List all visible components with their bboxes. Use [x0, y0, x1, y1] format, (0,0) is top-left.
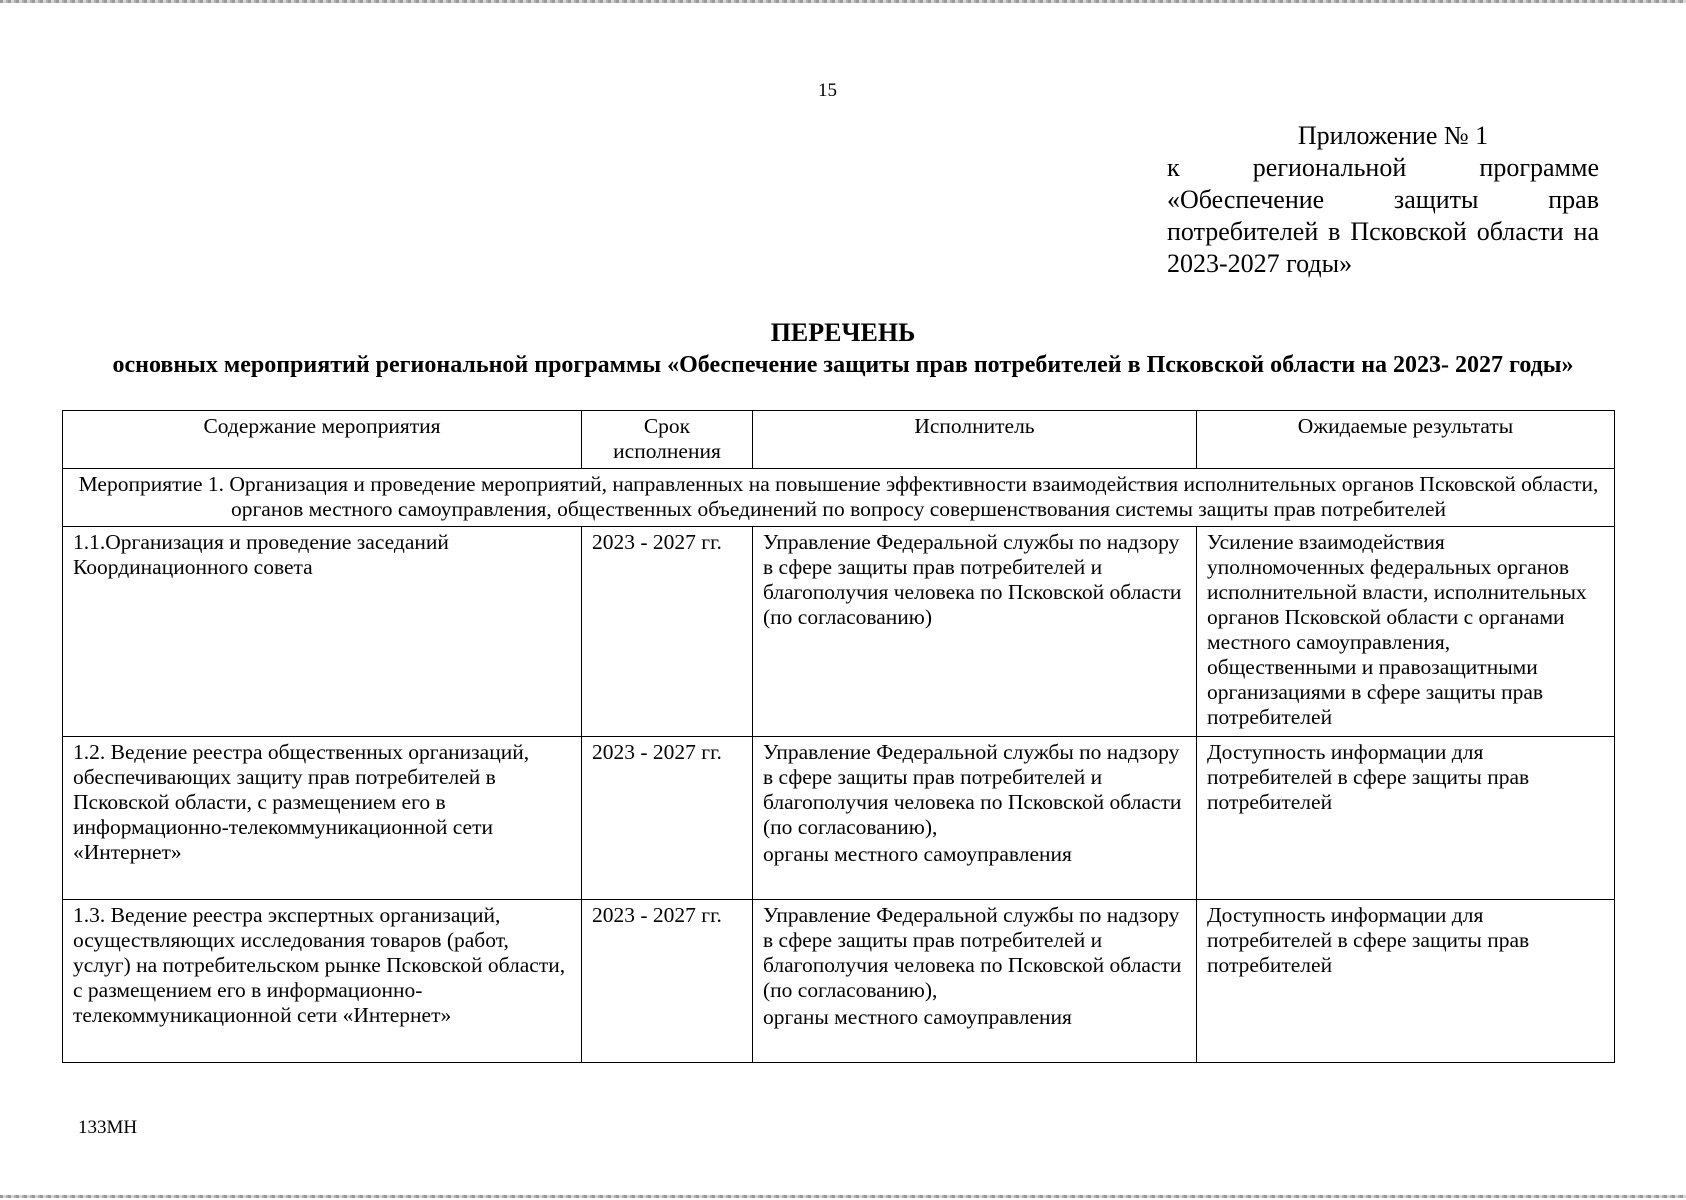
table-row — [63, 900, 1615, 1063]
heading-subtitle: основных мероприятий региональной программы «Обеспечение защиты прав потребителей в Псковской области на 2023- 2027 годы» — [112, 352, 1574, 378]
row-executor: Управление Федеральной службы по надзору в сфере защиты прав потребителей и благополучия человека по Псковской области (по согласованию), — [763, 903, 1182, 1002]
column-header-results: Ожидаемые результаты — [1197, 411, 1615, 469]
column-header-content: Содержание мероприятия — [63, 411, 582, 469]
row-result: Доступность информации для потребителей в сфере защиты прав потребителей — [1197, 737, 1615, 900]
measures-table — [62, 410, 1615, 1063]
row-executor: Управление Федеральной службы по надзору в сфере защиты прав потребителей и благополучия человека по Псковской области (по согласованию), — [763, 740, 1182, 839]
appendix-note — [1167, 120, 1599, 280]
footer-code: 133МН — [78, 1117, 138, 1138]
row-term: 2023 - 2027 гг. — [582, 737, 753, 900]
table-row — [63, 527, 1615, 737]
row-result: Доступность информации для потребителей в сфере защиты прав потребителей — [1197, 900, 1615, 1063]
document-heading — [60, 316, 1626, 380]
table-row — [63, 737, 1615, 900]
row-term: 2023 - 2027 гг. — [582, 527, 753, 737]
row-term: 2023 - 2027 гг. — [582, 900, 753, 1063]
page-number: 15 — [818, 80, 837, 101]
scan-edge-bottom — [0, 1195, 1686, 1198]
row-executor: Управление Федеральной службы по надзору в сфере защиты прав потребителей и благополучия человека по Псковской области (по согласованию) — [753, 527, 1197, 737]
column-header-term: Срок исполнения — [582, 411, 753, 469]
section-title: Мероприятие 1. Организация и проведение мероприятий, направленных на повышение эффективности взаимодействия исполнительных органов Псковской области, органов местного самоуправления, общественных объединений по вопросу совершенствования системы защиты прав потребителей — [63, 469, 1615, 527]
column-header-executor: Исполнитель — [753, 411, 1197, 469]
appendix-title: Приложение № 1 — [1297, 121, 1489, 150]
row-item: 1.2. Ведение реестра общественных организаций, обеспечивающих защиту прав потребителей в Псковской области, с размещением его в информационно-телекоммуникационной сети «Интернет» — [63, 737, 582, 900]
row-executor-cell — [753, 737, 1197, 900]
heading-title: ПЕРЕЧЕНЬ — [770, 318, 916, 347]
row-item: 1.1.Организация и проведение заседаний Координационного совета — [63, 527, 582, 737]
table-header-row — [63, 411, 1615, 469]
appendix-body: к региональной программе «Обеспечение защиты прав потребителей в Псковской области на 2023-2027 годы» — [1167, 153, 1599, 278]
row-item: 1.3. Ведение реестра экспертных организаций, осуществляющих исследования товаров (работ, услуг) на потребительском рынке Псковской области, с размещением его в информационно-телекоммуникационной сети «Интернет» — [63, 900, 582, 1063]
row-executor-extra: органы местного самоуправления — [763, 1005, 1072, 1029]
row-executor-cell — [753, 900, 1197, 1063]
scan-edge-top — [0, 0, 1686, 3]
row-executor-extra: органы местного самоуправления — [763, 842, 1072, 866]
row-result: Усиление взаимодействия уполномоченных федеральных органов исполнительной власти, исполнительных органов Псковской области с органами местного самоуправления, общественными и правозащитными организациями в сфере защиты прав потребителей — [1197, 527, 1615, 737]
section-row — [63, 469, 1615, 527]
